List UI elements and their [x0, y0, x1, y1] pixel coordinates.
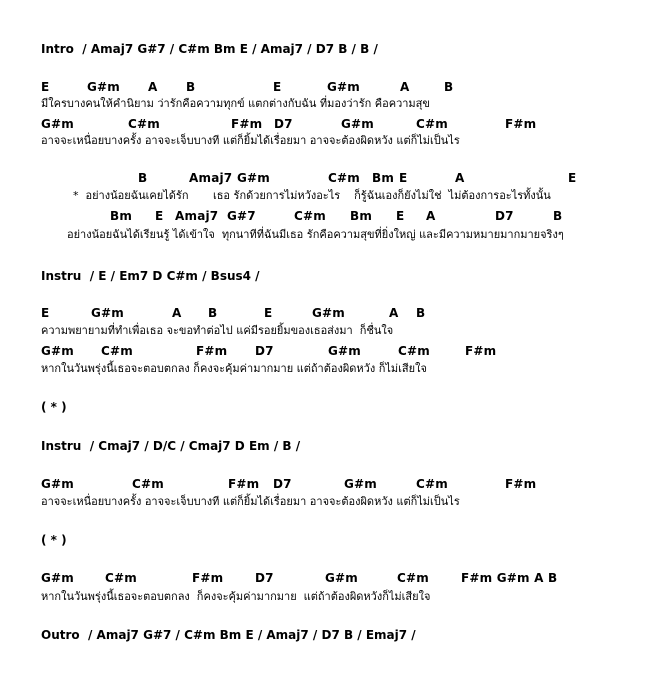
verse1-chord-line-1 [0, 79, 666, 95]
verse1-lyric-line-1: มีใครบางคนให้คำนิยาม ว่ารักคือความทุกข์ แตกต่างกับฉัน ที่มองว่ารัก คือความสุข [41, 97, 430, 110]
chorus-chord-line-2 [0, 208, 666, 224]
outro-line: Outro / Amaj7 G#7 / C#m Bm E / Amaj7 / D7 B / Emaj7 / [41, 628, 416, 642]
chord: E [399, 171, 408, 185]
chord: Bm [350, 209, 373, 223]
chord: G#m [341, 117, 375, 131]
chord: B [186, 80, 196, 94]
chord: C#m [416, 477, 448, 491]
chord: G#m [41, 117, 75, 131]
verse1-chord-line-2 [0, 116, 666, 132]
chord: D7 [495, 209, 514, 223]
verse4-chord-line [0, 570, 666, 586]
chord: G#m [91, 306, 125, 320]
chord: G#m [237, 171, 271, 185]
chord: G#m [327, 80, 361, 94]
chord: F#m [196, 344, 228, 358]
chord: F#m [505, 117, 537, 131]
chord: G#m [41, 571, 75, 585]
chord: A [426, 209, 436, 223]
chord: A [400, 80, 410, 94]
repeat-marker-1: ( * ) [41, 400, 67, 414]
chord: F#m [465, 344, 497, 358]
chord: A [148, 80, 158, 94]
chord: E [41, 80, 50, 94]
chord: D7 [273, 477, 292, 491]
chord: A [172, 306, 182, 320]
chord: B [138, 171, 148, 185]
chord: Amaj7 [189, 171, 233, 185]
chord: D7 [255, 344, 274, 358]
chord: F#m [231, 117, 263, 131]
verse3-lyric-line: อาจจะเหนื่อยบางครั้ง อาจจะเจ็บบางที แต่ก็ยิ้มได้เรื่อยมา อาจจะต้องผิดหวัง แต่ก็ไม่เป็นไร [41, 495, 460, 508]
intro-line: Intro / Amaj7 G#7 / C#m Bm E / Amaj7 / D7 B / B / [41, 42, 378, 56]
chord: D7 [274, 117, 293, 131]
chord: E [568, 171, 577, 185]
chord: D7 [255, 571, 274, 585]
chord: G#m [325, 571, 359, 585]
instru-line-1: Instru / E / Em7 D C#m / Bsus4 / [41, 269, 260, 283]
chord: A [389, 306, 399, 320]
chord: C#m [132, 477, 164, 491]
verse2-lyric-line-2: หากในวันพรุ่งนี้เธอจะตอบตกลง ก็คงจะคุ้มค่ามากมาย แต่ถ้าต้องผิดหวัง ก็ไม่เสียใจ [41, 362, 427, 375]
chord: G#m [87, 80, 121, 94]
verse4-lyric-line: หากในวันพรุ่งนี้เธอจะตอบตกลง ก็คงจะคุ้มค่ามากมาย แต่ถ้าต้องผิดหวังก็ไม่เสียใจ [41, 590, 431, 603]
chord: Amaj7 [175, 209, 219, 223]
chord: C#m [101, 344, 133, 358]
chord: G#m [41, 477, 75, 491]
chord: F#m [228, 477, 260, 491]
chord: G#m [344, 477, 378, 491]
chord: E [273, 80, 282, 94]
chorus-lyric-line-1: * อย่างน้อยฉันเคยได้รัก เธอ รักด้วยการไม่หวังอะไร ก็รู้ฉันเองก็ยังไม่ใช่ ไม่ต้องการอะไรทั้งนั้น [73, 189, 551, 202]
chord: F#m [505, 477, 537, 491]
chord: G#m [328, 344, 362, 358]
chord: C#m [294, 209, 326, 223]
chord: E [264, 306, 273, 320]
chord: C#m [328, 171, 360, 185]
verse2-chord-line-2 [0, 343, 666, 359]
chord: C#m [416, 117, 448, 131]
chord: C#m [397, 571, 429, 585]
chord: G#7 [227, 209, 256, 223]
chord: G#m [41, 344, 75, 358]
repeat-marker-2: ( * ) [41, 533, 67, 547]
chord: B [208, 306, 218, 320]
chorus-chord-line-1 [0, 170, 666, 186]
chord: Bm [372, 171, 395, 185]
chord: A [455, 171, 465, 185]
chord: E [41, 306, 50, 320]
chord: C#m [128, 117, 160, 131]
chord: Bm [110, 209, 133, 223]
verse2-chord-line-1 [0, 305, 666, 321]
chord: E [396, 209, 405, 223]
chord: F#m [192, 571, 224, 585]
chord: G#m [312, 306, 346, 320]
chord: B [444, 80, 454, 94]
verse2-lyric-line-1: ความพยายามที่ทำเพื่อเธอ จะขอทำต่อไป แค่มีรอยยิ้มของเธอส่งมา ก็ชื่นใจ [41, 324, 394, 337]
verse1-lyric-line-2: อาจจะเหนื่อยบางครั้ง อาจจะเจ็บบางที แต่ก็ยิ้มได้เรื่อยมา อาจจะต้องผิดหวัง แต่ก็ไม่เป็นไร [41, 134, 460, 147]
instru-line-2: Instru / Cmaj7 / D/C / Cmaj7 D Em / B / [41, 439, 301, 453]
verse3-chord-line [0, 476, 666, 492]
chord: B [553, 209, 563, 223]
chord: F#m G#m A B [461, 571, 558, 585]
chord: C#m [105, 571, 137, 585]
chorus-lyric-line-2: อย่างน้อยฉันได้เรียนรู้ ได้เข้าใจ ทุกนาทีที่ฉันมีเธอ รักคือความสุขที่ยิ่งใหญ่ และมีความหมายมากมายจริงๆ [67, 228, 564, 241]
chord: C#m [398, 344, 430, 358]
chord: E [155, 209, 164, 223]
chord: B [416, 306, 426, 320]
